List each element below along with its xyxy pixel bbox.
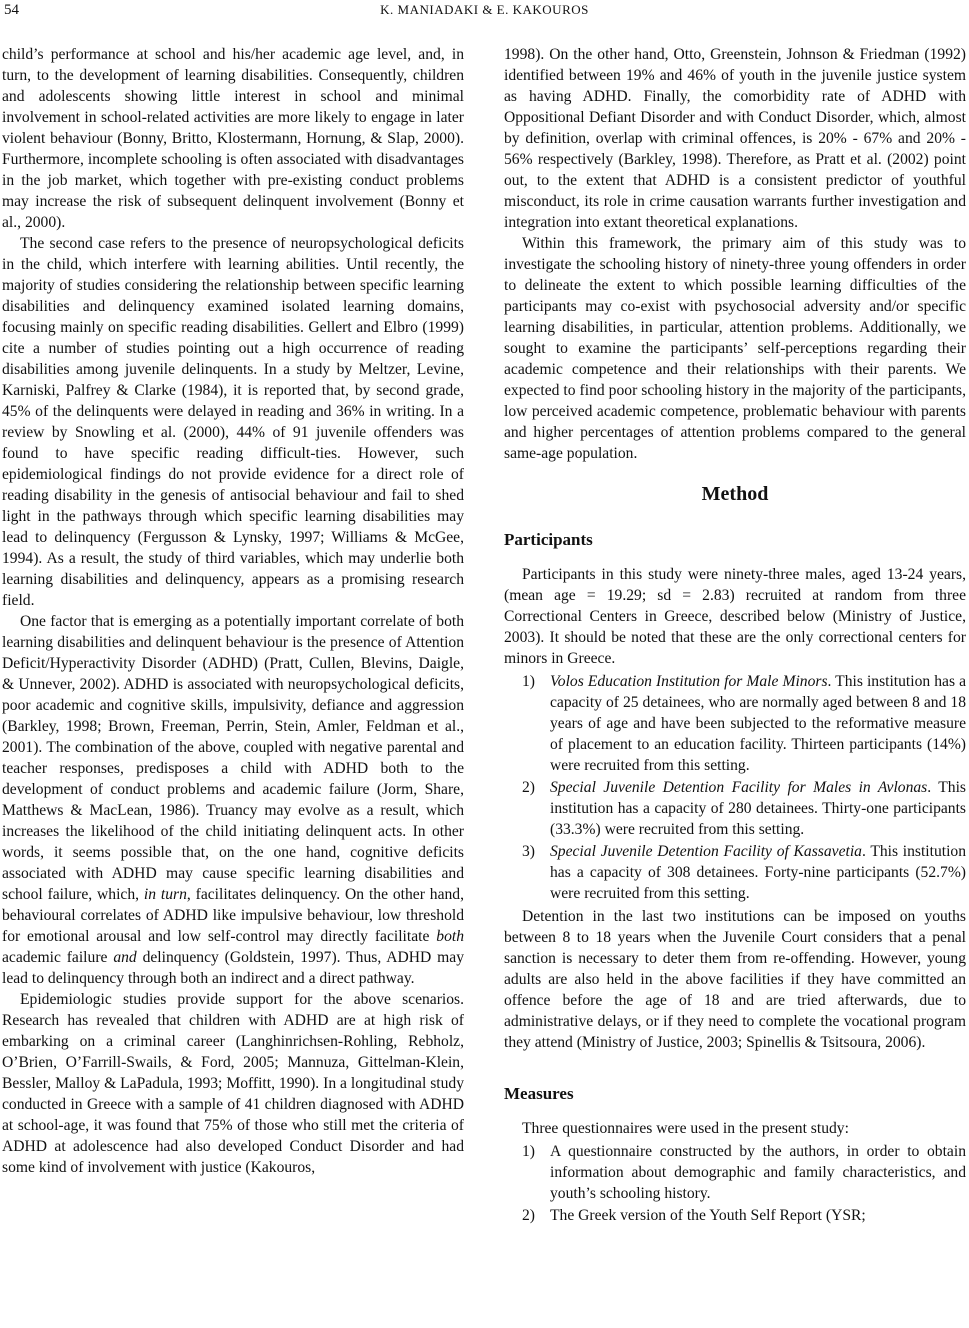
paragraph: Within this framework, the primary aim of this study was to investigate the schooling history of ninety-three young offenders in order to delineate the extent to which possible learning difficulties of the participants may co-exist with psychosocial adversity and/or specific learning disabilities, in particular, attention problems. Additionally, we sought to examine the participants’ self-perceptions regarding their academic competence and their relationships with their parents. We expected to find poor schooling history in the majority of the participants, low perceived academic competence, problematic behaviour with parents and higher percentages of attention problems compared to the general same-age population.	[504, 235, 966, 462]
text-run: , facilitates delinquency. On the other hand, behavioural correlates of ADHD like impulsive behaviour, low threshold for emotional arousal and low self-control may directly facilitate	[2, 886, 464, 945]
page-number: 54	[4, 2, 19, 18]
measure-description: The Greek version of the Youth Self Report (YSR;	[550, 1207, 866, 1224]
list-number: 3)	[522, 843, 535, 860]
subsection-title-measures: Measures	[504, 1084, 574, 1103]
list-number: 2)	[522, 1207, 535, 1224]
center-name: Volos Education Institution for Male Minors	[550, 673, 828, 690]
paragraph: Detention in the last two institutions can be imposed on youths between 8 to 18 years when the Juvenile Court considers that a penal sanction is necessary to deter them from re-offending. However, young adults are also held in the above facilities if they have committed an offence before the age of 18 and are tried afterwards, due to administrative delays, or if they need to complete the vocational program they attend (Ministry of Justice, 2003; Spinellis & Tsitsoura, 2006).	[504, 908, 966, 1051]
section-title-method: Method	[701, 483, 769, 505]
text-run: One factor that is emerging as a potentially important correlate of both learning disabilities and delinquent behaviour is the presence of Attention Deficit/Hyperactivity Disorder (ADHD) (Pratt, Cullen, Blevins, Daigle, & Unnever, 2002). ADHD is associated with neuropsychological deficits, poor academic and cognitive skills, impulsivity, defiance and aggression (Barkley, 1998; Brown, Freeman, Perrin, Stein, Amler, Feldman et al., 2001). The combination of the above, coupled with negative parental and teacher responses, predisposes a child with ADHD both to the development of conduct problems and academic failure (Jorm, Share, Matthews & MacLean, 1986). Truancy may evolve as a result, which increases the likelihood of the child initiating delinquent acts. In other words, it seems possible that, on the one hand, cognitive deficits associated with ADHD may cause specific learning disabilities and school failure, which,	[2, 613, 464, 903]
left-column	[2, 44, 464, 1178]
list-item	[504, 1205, 966, 1226]
measures-list	[504, 1141, 966, 1226]
text-run: delinquency (Goldstein, 1997). Thus, ADHD may lead to delinquency through both an indirect and a direct pathway.	[2, 949, 464, 987]
paragraph: Three questionnaires were used in the present study:	[522, 1120, 849, 1137]
paragraph: The second case refers to the presence of neuropsychological deficits in the child, which interfere with learning abilities. Until recently, the majority of studies considering the relationship between specific learning disabilities and delinquency examined isolated learning domains, focusing mainly on specific reading disabilities. Gellert and Elbro (1999) cite a number of studies pointing out a high occurrence of reading disabilities among juvenile delinquents. In a study by Meltzer, Levine, Karniski, Palfrey & Clarke (1984), it is reported that, by second grade, 45% of the delinquents were delayed in reading and 36% in writing. In a review by Snowling et al. (2000), 44% of 91 juvenile offenders was found to have specific reading difficult-ties. However, such epidemiological findings do not provide evidence for a direct role of reading disability in the genesis of antisocial behaviour and fail to shed light in the pathways through which specific learning disabilities may lead to delinquency (Fergusson & Lynsky, 1997; Williams & McGee, 1994). As a result, the study of third variables, which may underlie both learning disabilities and delinquency, appears as a promising research field.	[2, 235, 464, 609]
list-number: 2)	[522, 779, 535, 796]
paragraph	[2, 611, 464, 989]
center-name: Special Juvenile Detention Facility for Males in Avlonas	[550, 779, 928, 796]
centers-list	[504, 671, 966, 904]
center-description: . This institution has a capacity of 25 detainees, who are normally aged between 8 and 18 years of age and have been subjected to the reformative measure of placement to an education facility. Thirteen participants (14%) were recruited from this setting.	[550, 673, 966, 774]
center-description: . This institution has a capacity of 308 detainees. Forty-nine participants (52.7%) were recruited from this setting.	[550, 843, 967, 902]
page-header	[0, 0, 969, 28]
emphasis: both	[436, 928, 464, 945]
paragraph: 1998). On the other hand, Otto, Greenstein, Johnson & Friedman (1992) identified between 19% and 46% of youth in the juvenile justice system as having ADHD. Finally, the comorbidity rate of ADHD with Oppositional Defiant Disorder and with Conduct Disorder, which, almost by definition, overlap with criminal offences, is 20% - 67% and 20% - 56% respectively (Barkley, 1998). Therefore, as Pratt et al. (2002) point out, to the extent that ADHD is a consistent predictor of youthful misconduct, its role in crime causation warrants further investigation and integration into extant theoretical explanations.	[504, 46, 966, 231]
running-head: K. MANIADAKI & E. KAKOUROS	[380, 2, 589, 17]
text-run: academic failure	[2, 949, 114, 966]
center-description: . This institution has a capacity of 280 detainees. Thirty-one participants (33.3%) were recruited from this setting.	[550, 779, 966, 838]
list-number: 1)	[522, 673, 535, 690]
emphasis: and	[113, 949, 137, 966]
measure-description: A questionnaire constructed by the authors, in order to obtain information about demographic and family characteristics, and youth’s schooling history.	[550, 1143, 966, 1202]
subsection-title-participants: Participants	[504, 530, 593, 549]
list-item	[504, 671, 966, 776]
paragraph: child’s performance at school and his/her academic age level, and, in turn, to the development of learning disabilities. Consequently, children and adolescents showing little interest in school and minimal involvement in school-related activities are more likely to engage in later violent behaviour (Bonny, Britto, Klostermann, Hornung, & Slap, 2000). Furthermore, incomplete schooling is often associated with disadvantages in the job market, which together with pre-existing conduct problems may increase the risk of subsequent delinquent involvement (Bonny et al., 2000).	[2, 46, 464, 231]
list-item	[504, 1141, 966, 1204]
list-item	[504, 841, 966, 904]
paragraph: Participants in this study were ninety-three males, aged 13-24 years, (mean age = 19.29; sd = 2.83) recruited at random from three Correctional Centers in Greece, described below (Ministry of Justice, 2003). It should be noted that these are the only correctional centers for minors in Greece.	[504, 566, 966, 667]
center-name: Special Juvenile Detention Facility of Kassavetia	[550, 843, 862, 860]
list-item	[504, 777, 966, 840]
list-number: 1)	[522, 1143, 535, 1160]
right-column	[504, 44, 966, 1228]
paragraph: Epidemiologic studies provide support for the above scenarios. Research has revealed that children with ADHD are at high risk of embarking on a criminal career (Langhinrichsen-Rohling, Rebholz, O’Brien, O’Farrill-Swails, & Ford, 2005; Mannuza, Gittelman-Klein, Bessler, Malloy & LaPadula, 1993; Moffitt, 1990). In a longitudinal study conducted in Greece with a sample of 41 children diagnosed with ADHD at school-age, it was found that 75% of those who still met the criteria of ADHD at adolescence had also developed Conduct Disorder and had some kind of involvement with justice (Kakouros,	[2, 991, 464, 1176]
emphasis: in turn	[143, 886, 187, 903]
